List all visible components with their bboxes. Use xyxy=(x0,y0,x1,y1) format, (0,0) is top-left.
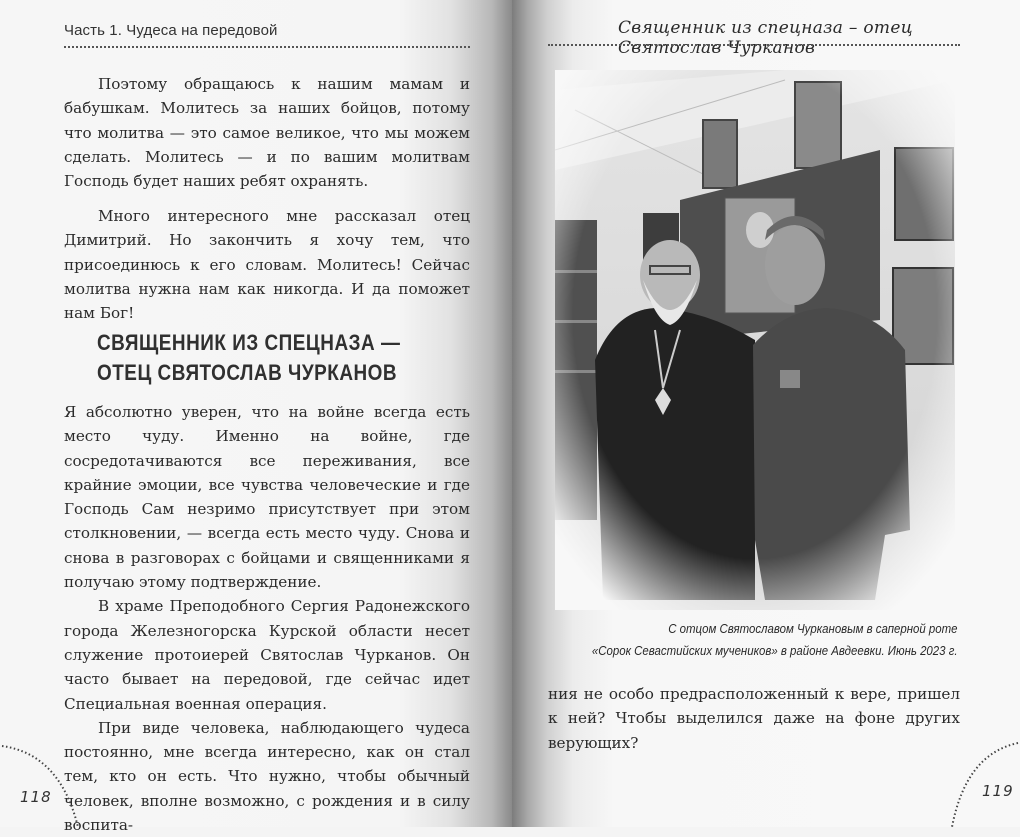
section-heading-line: СВЯЩЕННИК ИЗ СПЕЦНАЗА — xyxy=(97,330,401,355)
paragraph xyxy=(64,72,470,193)
paragraph-text: Поэтому обращаюсь к нашим мамам и бабушкам. Молитесь за наших бойцов, потому что молитва — это самое великое, что мы можем сделать. Молитесь — и по вашим молитвам Господь будет наших ребят охранять. xyxy=(64,75,470,191)
photo-caption xyxy=(592,618,958,662)
section-heading-line: ОТЕЦ СВЯТОСЛАВ ЧУРКАНОВ xyxy=(97,360,398,385)
section-body xyxy=(64,400,470,837)
header-rule-left xyxy=(64,46,470,48)
running-head-left: Часть 1. Чудеса на передовой xyxy=(64,22,278,39)
paragraph xyxy=(548,682,960,755)
page-number-right: 119 xyxy=(982,782,1014,800)
running-head-right: Священник из спецназа – отец Святослав Чурканов xyxy=(618,18,913,58)
caption-line: С отцом Святославом Чуркановым в саперной роте xyxy=(668,621,958,636)
paragraph-text: ния не особо предрасположенный к вере, пришел к ней? Чтобы выделился даже на фоне других верующих? xyxy=(548,685,960,752)
paragraph-text: В храме Преподобного Сергия Радонежского города Железногорска Курской области несет служение протоиерей Святослав Чурканов. Он часто бывает на передовой, где сейчас идет Специальная военная операция. xyxy=(64,597,470,713)
photo-priest-and-soldier-icon xyxy=(555,70,955,610)
caption-line: «Сорок Севастийских мучеников» в районе Авдеевки. Июнь 2023 г. xyxy=(592,643,958,658)
paragraph-text: Я абсолютно уверен, что на войне всегда есть место чуду. Именно на войне, где сосредотачиваются все переживания, все крайние эмоции, все чувства человеческие и где Господь Сам незримо присутствует при этом столкновении, — всегда есть место чуду. Снова и снова в разговорах с бойцами и священниками я получаю этому подтверждение. xyxy=(64,403,470,592)
paragraph-text: Много интересного мне рассказал отец Димитрий. Но закончить я хочу тем, что присоединюсь к его словам. Молитесь! Сейчас молитва нужна нам как никогда. И да поможет нам Бог! xyxy=(64,207,470,323)
paragraph-text: При виде человека, наблюдающего чудеса постоянно, мне всегда интересно, как он стал тем, кто он есть. Что нужно, чтобы обычный человек, вполне возможно, с рождения и в силу воспита- xyxy=(64,718,470,835)
header-rule-right xyxy=(548,44,960,46)
page-number-left: 118 xyxy=(20,788,52,806)
folio-arc-left xyxy=(0,736,90,827)
section-heading xyxy=(97,328,400,388)
paragraph xyxy=(64,204,470,325)
